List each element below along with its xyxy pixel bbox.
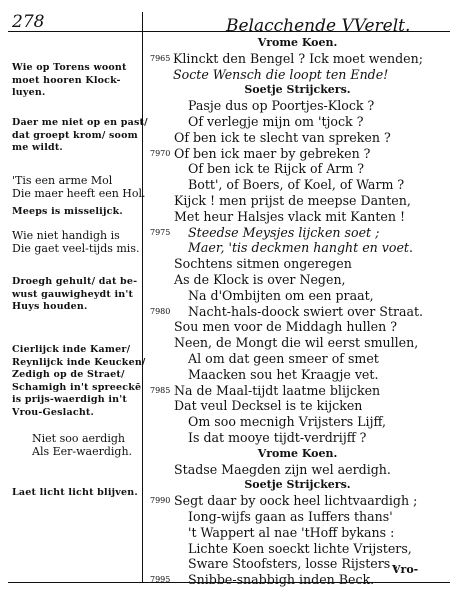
- line-number: 7985: [150, 385, 171, 395]
- margin-note-line: Laet licht licht blijven.: [12, 487, 138, 498]
- verse-line: [145, 414, 450, 430]
- margin-note: [12, 174, 146, 200]
- margin-note-line: Niet soo aerdigh: [32, 432, 125, 445]
- catchword: Vro-: [392, 563, 419, 576]
- verse-text: Lichte Koen soeckt lichte Vrijsters,: [188, 540, 412, 556]
- verse-line: [145, 367, 450, 383]
- verse-text: Of ben ick maer by gebreken ?: [174, 145, 371, 161]
- verse-text: Of ben ick te Rijck of Arm ?: [188, 161, 365, 177]
- verse-line: [145, 256, 450, 272]
- verse-text: Of ben ick te slecht van spreken ?: [174, 129, 391, 145]
- verse-line: [145, 161, 450, 177]
- verse-text: Met heur Halsjes vlack mit Kanten !: [174, 208, 406, 224]
- margin-note-line: Reynlijck inde Keucken/: [12, 356, 146, 368]
- line-number: 7965: [150, 53, 171, 63]
- margin-note-line: is prijs-waerdigh in't: [12, 394, 127, 405]
- verse-text: Sochtens sitmen ongeregen: [174, 256, 352, 272]
- verse-text: Dat veul Decksel is te kijcken: [174, 398, 363, 414]
- verse-line: [145, 114, 450, 130]
- verse-text: As de Klock is over Negen,: [174, 271, 346, 287]
- verse-line: [145, 272, 450, 288]
- margin-note-line: Als Eer-waerdigh.: [32, 445, 133, 458]
- margin-note-line: Meeps is misselijck.: [12, 206, 123, 217]
- verse-line: [145, 304, 450, 320]
- verse-text: Snibbe-snabbigh inden Beck.: [188, 572, 375, 588]
- verse-text: Maer, 'tis deckmen hanght en voet.: [188, 240, 413, 256]
- verse-text: Of verlegje mijn om 'tjock ?: [188, 113, 364, 129]
- verse-line: [145, 146, 450, 162]
- verse-line: [145, 51, 450, 67]
- speaker-name: Vrome Koen.: [257, 446, 338, 460]
- verse-text: Al om dat geen smeer of smet: [188, 350, 379, 366]
- verse-text: Nacht-hals-doock swiert over Straat.: [188, 303, 424, 319]
- verse-line: [145, 493, 450, 509]
- line-number: 7990: [150, 496, 171, 506]
- verse-line: [145, 209, 450, 225]
- verse-line: [145, 541, 450, 557]
- margin-note-line: Vrou-Geslacht.: [12, 406, 95, 418]
- verse-text: Sou men voor de Middagh hullen ?: [174, 319, 397, 335]
- margin-note: [12, 62, 140, 100]
- line-number: 7970: [150, 148, 171, 158]
- verse-text: Klinckt den Bengel ? Ick moet wenden;: [173, 50, 423, 66]
- verse-text: Om soo mecnigh Vrijsters Lijff,: [188, 414, 386, 430]
- verse-text: 't Wappert al nae 'tHoff bykans :: [188, 524, 395, 540]
- margin-note-line: dat groept krom/ soom: [12, 129, 138, 141]
- verse-text: Is dat mooye tijdt-verdrijff ?: [188, 429, 367, 445]
- margin-note: [32, 432, 160, 458]
- margin-note: [12, 276, 140, 314]
- margin-note-line: me wildt.: [12, 142, 63, 153]
- verse-line: [145, 525, 450, 541]
- speaker-heading: [145, 446, 450, 462]
- verse-line: [145, 509, 450, 525]
- speaker-name: Soetje Strijckers.: [244, 478, 351, 492]
- verse-line: [145, 130, 450, 146]
- verse-text: Neen, de Mongt die wil eerst smullen,: [174, 335, 419, 351]
- margin-note-line: 'Tis een arme Mol: [12, 174, 113, 187]
- margin-note-line: Daer me niet op en past/: [12, 117, 148, 128]
- speaker-name: Soetje Strijckers.: [244, 83, 351, 97]
- verse-line: [145, 351, 450, 367]
- verse-line: [145, 430, 450, 446]
- margin-note-line: Wie op Torens woont: [12, 62, 127, 73]
- line-number: 7980: [150, 306, 171, 316]
- verse-line: [145, 177, 450, 193]
- verse-text: Na d'Ombijten om een praat,: [188, 287, 374, 303]
- verse-text: Sware Stoofsters, losse Rijsters ,: [188, 556, 399, 572]
- verse-line: [145, 319, 450, 335]
- verse-text: Iong-wijfs gaan as Iuffers thans': [188, 508, 393, 524]
- verse-text: Kijck ! men prijst de meepse Danten,: [174, 192, 411, 208]
- verse-body: [145, 35, 450, 588]
- verse-line: [145, 288, 450, 304]
- verse-text: Steedse Meysjes lijcken soet ;: [188, 224, 380, 240]
- verse-line: [145, 67, 450, 83]
- margin-note-line: Wie niet handigh is: [12, 229, 120, 242]
- column-separator: [142, 12, 143, 582]
- page-number: 278: [12, 12, 45, 32]
- line-number: 7975: [150, 227, 171, 237]
- speaker-heading: [145, 35, 450, 51]
- margin-note-line: wust gauwigheydt in't: [12, 288, 134, 300]
- margin-note-line: Droegh gehult/ dat be-: [12, 276, 138, 287]
- verse-text: Socte Wensch die loopt ten Ende!: [173, 66, 389, 82]
- verse-line: [145, 98, 450, 114]
- margin-note: [12, 206, 140, 219]
- margin-note: [12, 117, 148, 155]
- speaker-heading: [145, 477, 450, 493]
- margin-note-line: Zedigh op de Straet/: [12, 369, 125, 380]
- verse-line: [145, 383, 450, 399]
- verse-text: Bott', of Boers, of Koel, of Warm ?: [188, 177, 405, 193]
- verse-line: [145, 335, 450, 351]
- verse-text: Na de Maal-tijdt laatme blijcken: [174, 382, 381, 398]
- margin-note-line: Cierlijck inde Kamer/: [12, 344, 131, 355]
- verse-text: Pasje dus op Poortjes-Klock ?: [188, 98, 375, 114]
- verse-line: [145, 240, 450, 256]
- margin-note-line: Die gaet veel-tijds mis.: [12, 242, 140, 255]
- margin-note-line: moet hooren Klock-: [12, 74, 121, 86]
- verse-text: Segt daar by oock heel lichtvaardigh ;: [174, 493, 418, 509]
- verse-text: Maacken sou het Kraagje vet.: [188, 366, 379, 382]
- top-rule: [8, 31, 450, 32]
- margin-note-line: luyen.: [12, 87, 46, 98]
- margin-note-line: Schamigh in't spreeckē: [12, 381, 142, 393]
- running-head: Belacchende VVerelt.: [226, 16, 411, 36]
- margin-note: [12, 487, 140, 500]
- margin-note-line: Huys houden.: [12, 301, 88, 312]
- line-number: 7995: [150, 575, 171, 585]
- speaker-heading: [145, 82, 450, 98]
- verse-line: [145, 462, 450, 478]
- margin-note: [12, 229, 140, 255]
- verse-line: [145, 398, 450, 414]
- verse-line: [145, 193, 450, 209]
- verse-line: [145, 225, 450, 241]
- margin-note: [12, 344, 146, 419]
- speaker-name: Vrome Koen.: [257, 36, 338, 49]
- verse-text: Stadse Maegden zijn wel aerdigh.: [174, 461, 391, 477]
- margin-note-line: Die maer heeft een Hol.: [12, 187, 146, 200]
